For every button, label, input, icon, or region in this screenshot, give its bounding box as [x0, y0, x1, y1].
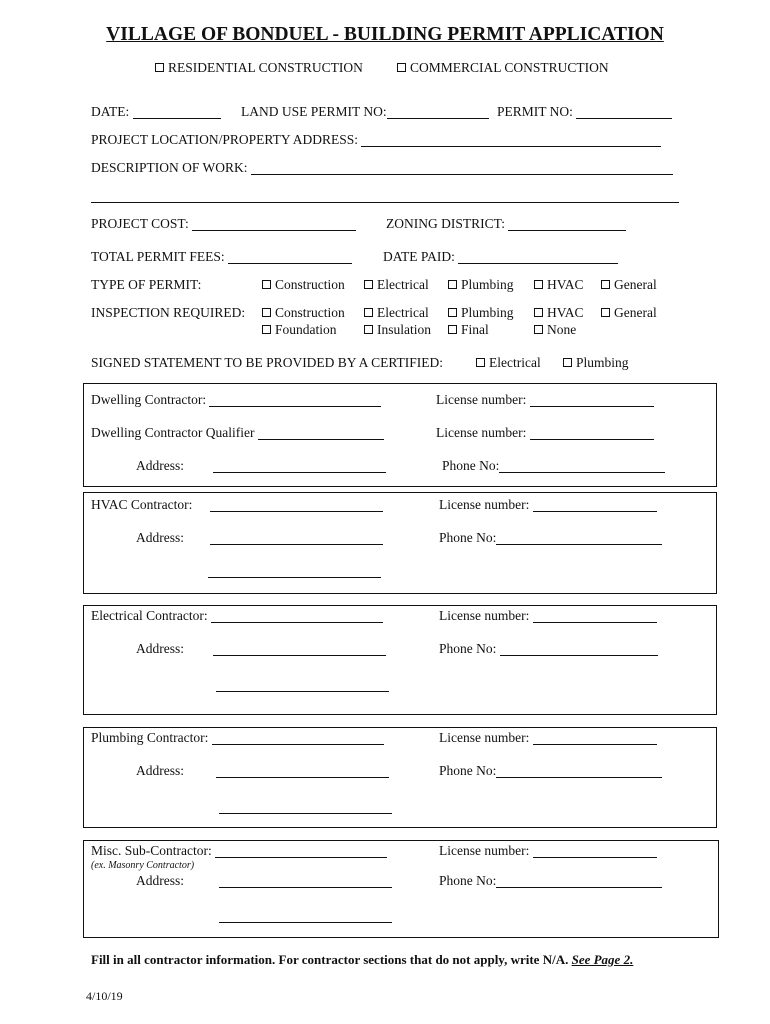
inspection-none-checkbox[interactable]: None: [534, 322, 576, 338]
misc-contractor-note: (ex. Masonry Contractor): [91, 860, 195, 871]
dwelling-qualifier-blank[interactable]: [258, 427, 384, 440]
checkbox-icon: [262, 308, 271, 317]
inspection-final-checkbox[interactable]: Final: [448, 322, 489, 338]
description-field: [91, 160, 673, 176]
hvac-phone-field: Phone No:: [439, 530, 662, 546]
qualifier-license-field: License number:: [436, 425, 654, 441]
revision-date: 4/10/19: [86, 989, 123, 1003]
plumbing-contractor-blank[interactable]: [212, 732, 384, 745]
inspection-foundation-checkbox[interactable]: Foundation: [262, 322, 337, 338]
misc-phone-blank[interactable]: [496, 875, 662, 888]
plumbing-address-label: Address:: [136, 763, 184, 778]
hvac-license-field: License number:: [439, 497, 657, 513]
checkbox-icon: [155, 63, 164, 72]
fees-field: [91, 249, 352, 265]
land-use-field: [241, 104, 489, 120]
checkbox-icon: [601, 308, 610, 317]
permit-no-blank[interactable]: [576, 106, 672, 119]
inspection-electrical-checkbox[interactable]: Electrical: [364, 305, 429, 321]
description-blank[interactable]: [251, 162, 673, 175]
hvac-address-line-2[interactable]: [208, 563, 381, 579]
plumbing-license-field: License number:: [439, 730, 657, 746]
electrical-address-label: Address:: [136, 641, 184, 656]
inspection-label: INSPECTION REQUIRED:: [91, 305, 246, 320]
see-page-2-link[interactable]: See Page 2.: [571, 952, 634, 967]
dwelling-contractor-blank[interactable]: [209, 394, 381, 407]
hvac-address-label: Address:: [136, 530, 184, 545]
dwelling-address-label: Address:: [136, 458, 184, 473]
fees-blank[interactable]: [228, 251, 352, 264]
dwelling-license-blank[interactable]: [530, 394, 654, 407]
zoning-field: [386, 216, 626, 232]
inspection-general-checkbox[interactable]: General: [601, 305, 657, 321]
checkbox-icon: [534, 325, 543, 334]
land-use-label: LAND USE PERMIT NO:: [241, 104, 387, 119]
checkbox-icon: [448, 308, 457, 317]
location-blank[interactable]: [361, 134, 661, 147]
checkbox-icon: [448, 325, 457, 334]
permit-no-field: [497, 104, 672, 120]
zoning-blank[interactable]: [508, 218, 626, 231]
dwelling-qualifier-field: Dwelling Contractor Qualifier: [91, 425, 384, 441]
hvac-phone-blank[interactable]: [496, 532, 662, 545]
date-paid-label: DATE PAID:: [383, 249, 455, 264]
electrical-address-blank[interactable]: [213, 641, 386, 657]
inspection-plumbing-checkbox[interactable]: Plumbing: [448, 305, 514, 321]
date-blank[interactable]: [133, 106, 221, 119]
date-label: DATE:: [91, 104, 130, 119]
plumbing-phone-field: Phone No:: [439, 763, 662, 779]
misc-license-field: License number:: [439, 843, 657, 859]
plumbing-license-blank[interactable]: [533, 732, 657, 745]
footer-instruction: Fill in all contractor information. For contractor sections that do not apply, write N/A. See Page 2.: [91, 952, 634, 967]
commercial-label: COMMERCIAL CONSTRUCTION: [410, 60, 609, 75]
misc-contractor-blank[interactable]: [215, 845, 387, 858]
checkbox-icon: [534, 280, 543, 289]
permit-plumbing-checkbox[interactable]: Plumbing: [448, 277, 514, 293]
commercial-checkbox[interactable]: [397, 60, 609, 76]
residential-checkbox[interactable]: [155, 60, 363, 76]
permit-general-checkbox[interactable]: General: [601, 277, 657, 293]
hvac-contractor-blank[interactable]: [210, 497, 383, 513]
misc-license-blank[interactable]: [533, 845, 657, 858]
signed-statement-label: SIGNED STATEMENT TO BE PROVIDED BY A CERTIFIED:: [91, 355, 444, 370]
checkbox-icon: [364, 280, 373, 289]
zoning-label: ZONING DISTRICT:: [386, 216, 505, 231]
inspection-hvac-checkbox[interactable]: HVAC: [534, 305, 584, 321]
date-field: [91, 104, 221, 120]
checkbox-icon: [476, 358, 485, 367]
electrical-address-line-2[interactable]: [216, 677, 389, 693]
misc-address-line-2[interactable]: [219, 908, 392, 924]
dwelling-contractor-field: Dwelling Contractor:: [91, 392, 381, 408]
hvac-license-blank[interactable]: [533, 499, 657, 512]
misc-phone-field: Phone No:: [439, 873, 662, 889]
signed-plumbing-checkbox[interactable]: Plumbing: [563, 355, 629, 371]
hvac-address-blank[interactable]: [210, 530, 383, 546]
location-label: PROJECT LOCATION/PROPERTY ADDRESS:: [91, 132, 358, 147]
inspection-construction-checkbox[interactable]: Construction: [262, 305, 345, 321]
electrical-phone-blank[interactable]: [500, 643, 658, 656]
residential-label: RESIDENTIAL CONSTRUCTION: [168, 60, 363, 75]
plumbing-address-blank[interactable]: [216, 763, 389, 779]
electrical-license-field: License number:: [439, 608, 657, 624]
checkbox-icon: [534, 308, 543, 317]
checkbox-icon: [397, 63, 406, 72]
description-line-2[interactable]: [91, 188, 679, 204]
checkbox-icon: [563, 358, 572, 367]
permit-hvac-checkbox[interactable]: HVAC: [534, 277, 584, 293]
dwelling-phone-field: Phone No:: [442, 458, 665, 474]
location-field: [91, 132, 661, 148]
permit-type-label: TYPE OF PERMIT:: [91, 277, 202, 292]
checkbox-icon: [448, 280, 457, 289]
plumbing-phone-blank[interactable]: [496, 765, 662, 778]
checkbox-icon: [364, 325, 373, 334]
permit-construction-checkbox[interactable]: Construction: [262, 277, 345, 293]
date-paid-field: [383, 249, 618, 265]
misc-address-label: Address:: [136, 873, 184, 888]
electrical-contractor-field: Electrical Contractor:: [91, 608, 383, 624]
cost-label: PROJECT COST:: [91, 216, 189, 231]
signed-electrical-checkbox[interactable]: Electrical: [476, 355, 541, 371]
inspection-insulation-checkbox[interactable]: Insulation: [364, 322, 431, 338]
fees-label: TOTAL PERMIT FEES:: [91, 249, 225, 264]
checkbox-icon: [601, 280, 610, 289]
misc-address-blank[interactable]: [219, 873, 392, 889]
permit-no-label: PERMIT NO:: [497, 104, 573, 119]
checkbox-icon: [262, 325, 271, 334]
qualifier-license-blank[interactable]: [530, 427, 654, 440]
electrical-contractor-blank[interactable]: [211, 610, 383, 623]
land-use-blank[interactable]: [387, 106, 489, 119]
page-title: VILLAGE OF BONDUEL - BUILDING PERMIT APPLICATION: [106, 24, 664, 45]
checkbox-icon: [262, 280, 271, 289]
dwelling-license-field: License number:: [436, 392, 654, 408]
hvac-contractor-label: HVAC Contractor:: [91, 497, 193, 512]
electrical-phone-field: Phone No:: [439, 641, 658, 657]
plumbing-contractor-field: Plumbing Contractor:: [91, 730, 384, 746]
description-label: DESCRIPTION OF WORK:: [91, 160, 248, 175]
electrical-license-blank[interactable]: [533, 610, 657, 623]
cost-field: [91, 216, 356, 232]
date-paid-blank[interactable]: [458, 251, 618, 264]
misc-contractor-field: Misc. Sub-Contractor:: [91, 843, 387, 859]
plumbing-address-line-2[interactable]: [219, 799, 392, 815]
dwelling-phone-blank[interactable]: [499, 460, 665, 473]
dwelling-address-blank[interactable]: [213, 458, 386, 474]
checkbox-icon: [364, 308, 373, 317]
cost-blank[interactable]: [192, 218, 356, 231]
permit-electrical-checkbox[interactable]: Electrical: [364, 277, 429, 293]
